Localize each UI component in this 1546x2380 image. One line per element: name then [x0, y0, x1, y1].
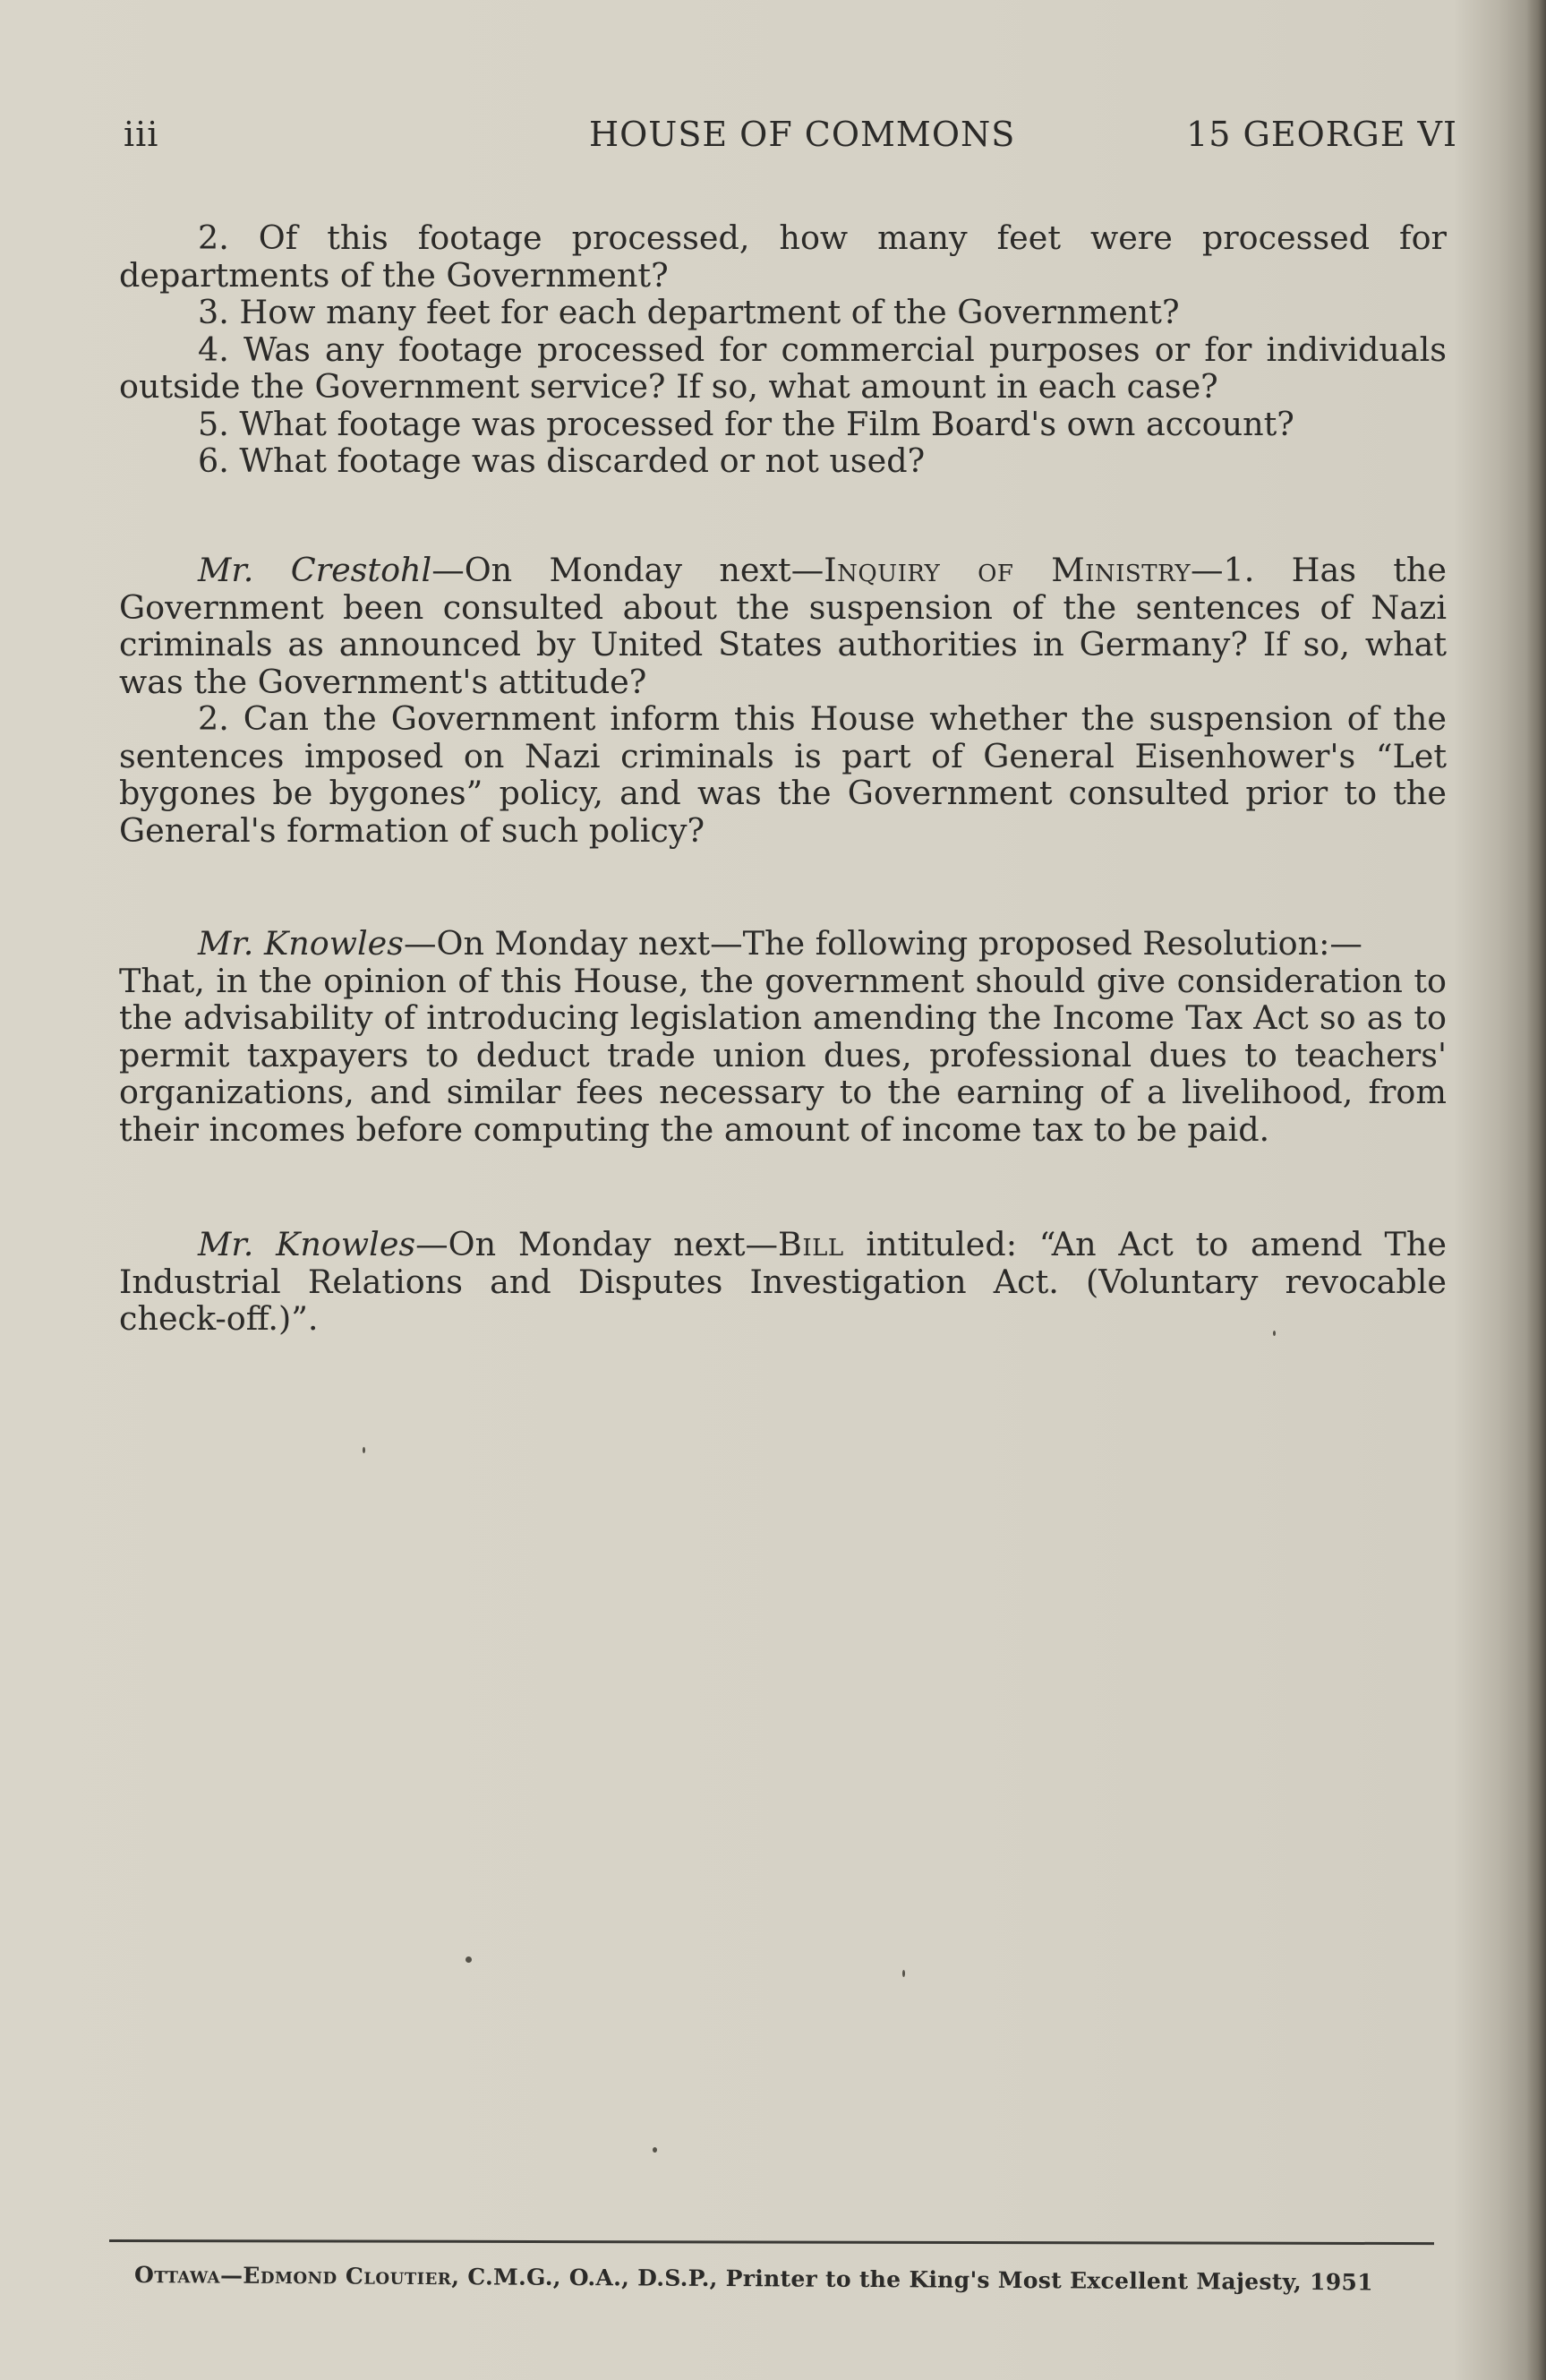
bill-word: Bill	[778, 1225, 844, 1263]
member-name: Mr. Knowles	[198, 924, 405, 963]
bill-title: intituled: “An Act to amend The Industrial Relations and Disputes Investigation Act. (Voluntary revocable check-off.)”.	[119, 1225, 1447, 1338]
imprint-separator: —	[219, 2262, 243, 2289]
question-3: 3. How many feet for each department of the Government?	[198, 293, 1180, 331]
page-edge-shadow	[1526, 0, 1546, 2380]
question-text: —1. Has the Government been consulted about the suspension of the sentences of Nazi criminals as announced by United States authorities in Germany? If so, what was the Government's attitude?	[119, 551, 1447, 701]
questions-continued	[119, 219, 1447, 480]
notice-date: —On Monday next—	[431, 551, 824, 589]
crestohl-question-1	[119, 552, 1447, 700]
resolution-intro-text: —On Monday next—The following proposed Resolution:—	[404, 924, 1362, 963]
knowles-resolution	[119, 925, 1447, 1148]
page-number: iii	[124, 115, 159, 154]
paper-speck	[466, 1956, 472, 1963]
question-4: 4. Was any footage processed for commercial purposes or for individuals outside the Government service? If so, what amount in each case?	[119, 330, 1447, 406]
paper-speck	[653, 2147, 657, 2153]
printer-imprint	[134, 2262, 1423, 2296]
crestohl-inquiry	[119, 552, 1447, 849]
running-header	[124, 115, 1457, 159]
resolution-body: That, in the opinion of this House, the government should give consideration to the advisability of introducing legislation amending the Income Tax Act so as to permit taxpayers to deduct trade union dues, professional dues to teachers' organizations, and similar fees necessary to the earning of a livelihood, from their incomes before computing the amount of income tax to be paid.	[119, 961, 1447, 1149]
header-regnal-year: 15 GEORGE VI	[1186, 115, 1457, 154]
member-name: Mr. Crestohl	[198, 551, 432, 589]
resolution-intro	[119, 925, 1447, 963]
inquiry-heading: Inquiry of Ministry	[824, 551, 1191, 589]
bill-notice	[119, 1226, 1447, 1338]
imprint-details: , C.M.G., O.A., D.S.P., Printer to the King's Most Excellent Majesty, 1951	[451, 2264, 1373, 2296]
imprint-place: Ottawa	[133, 2262, 221, 2289]
question-2: 2. Of this footage processed, how many feet were processed for departments of the Government?	[119, 218, 1447, 295]
member-name: Mr. Knowles	[198, 1225, 416, 1263]
paper-speck	[1273, 1331, 1276, 1336]
imprint-printer: Edmond Cloutier	[243, 2262, 452, 2290]
knowles-bill	[119, 1226, 1447, 1338]
paper-speck	[902, 1970, 905, 1977]
question-6: 6. What footage was discarded or not used?	[198, 441, 926, 480]
footer-rule	[109, 2239, 1434, 2245]
header-title: HOUSE OF COMMONS	[589, 115, 1016, 154]
paper-speck	[363, 1447, 365, 1453]
notice-date: —On Monday next—	[415, 1225, 779, 1263]
crestohl-question-2: 2. Can the Government inform this House whether the suspension of the sentences imposed on Nazi criminals is part of General Eisenhower's “Let bygones be bygones” policy, and was the Government consulted prior to the General's formation of such policy?	[119, 699, 1447, 850]
question-5: 5. What footage was processed for the Film Board's own account?	[198, 404, 1294, 443]
